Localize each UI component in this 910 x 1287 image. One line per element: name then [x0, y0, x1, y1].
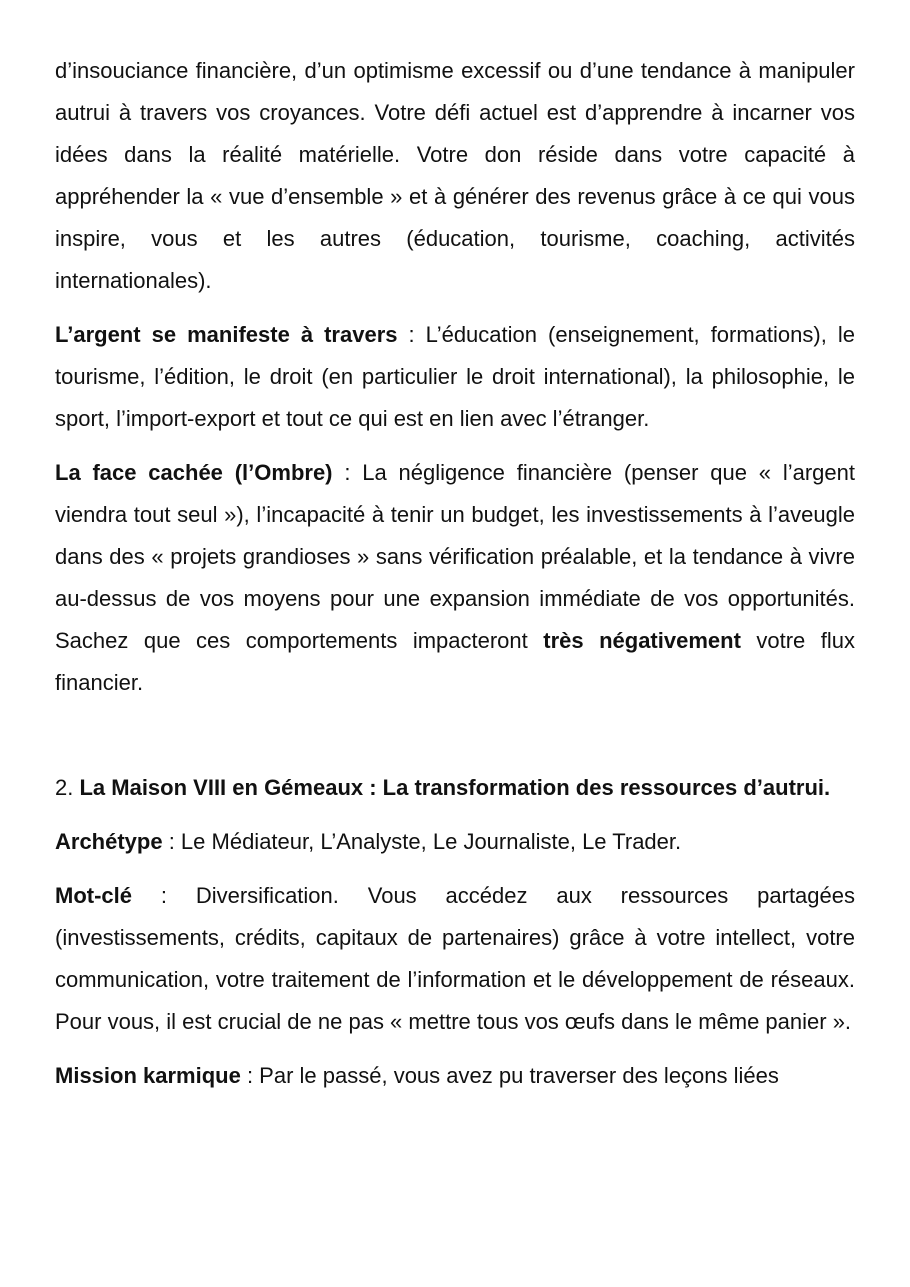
document-page: [55, 50, 855, 1109]
bold-label-archetype: Archétype: [55, 829, 163, 854]
paragraph-money-manifests: [55, 314, 855, 440]
paragraph-text: votre flux financier.: [55, 628, 855, 695]
paragraph-text: : Le Médiateur, L’Analyste, Le Journaliste, Le Trader.: [162, 829, 682, 854]
bold-emphasis: très négativement: [543, 628, 741, 653]
bold-label-karmic-mission: Mission karmique: [55, 1063, 241, 1088]
bold-label-money-manifests: L’argent se manifeste à travers: [55, 322, 398, 347]
paragraph-keyword: [55, 875, 855, 1043]
section-title: La Maison VIII en Gémeaux : La transformation des ressources d’autrui.: [79, 775, 831, 800]
paragraph-archetype: [55, 821, 855, 863]
paragraph-text: : Par le passé, vous avez pu traverser des leçons liées: [240, 1063, 779, 1088]
paragraph-shadow-side: [55, 452, 855, 704]
paragraph-karmic-mission: [55, 1055, 855, 1097]
section-number: 2.: [55, 775, 80, 800]
paragraph-text: : L’éducation (enseignement, formations), le tourisme, l’édition, le droit (en particulier le droit international), la philosophie, le sport, l’import-export et tout ce qui est en lien avec l’étranger.: [55, 322, 855, 431]
paragraph-financial-insouciance: [55, 50, 855, 302]
section-heading-house-viii: [55, 767, 855, 809]
paragraph-text: d’insouciance financière, d’un optimisme excessif ou d’une tendance à manipuler autrui à travers vos croyances. Votre défi actuel est d’apprendre à incarner vos idées dans la réalité matérielle. Votre don réside dans votre capacité à appréhender la « vue d’ensemble » et à générer des revenus grâce à ce qui vous inspire, vous et les autres (éducation, tourisme, coaching, activités internationales).: [55, 58, 855, 293]
paragraph-text: : La négligence financière (penser que « l’argent viendra tout seul »), l’incapacité à tenir un budget, les investissements à l’aveugle dans des « projets grandioses » sans vérification préalable, et la tendance à vivre au-dessus de vos moyens pour une expansion immédiate de vos opportunités. Sachez que ces comportements impacteront: [55, 460, 855, 653]
section-spacer: [55, 716, 855, 767]
bold-label-keyword: Mot-clé: [55, 883, 132, 908]
bold-label-shadow-side: La face cachée (l’Ombre): [55, 460, 333, 485]
paragraph-text: : Diversification. Vous accédez aux ressources partagées (investissements, crédits, capitaux de partenaires) grâce à votre intellect, votre communication, votre traitement de l’information et le développement de réseaux. Pour vous, il est crucial de ne pas « mettre tous vos œufs dans le même panier ».: [55, 883, 855, 1034]
